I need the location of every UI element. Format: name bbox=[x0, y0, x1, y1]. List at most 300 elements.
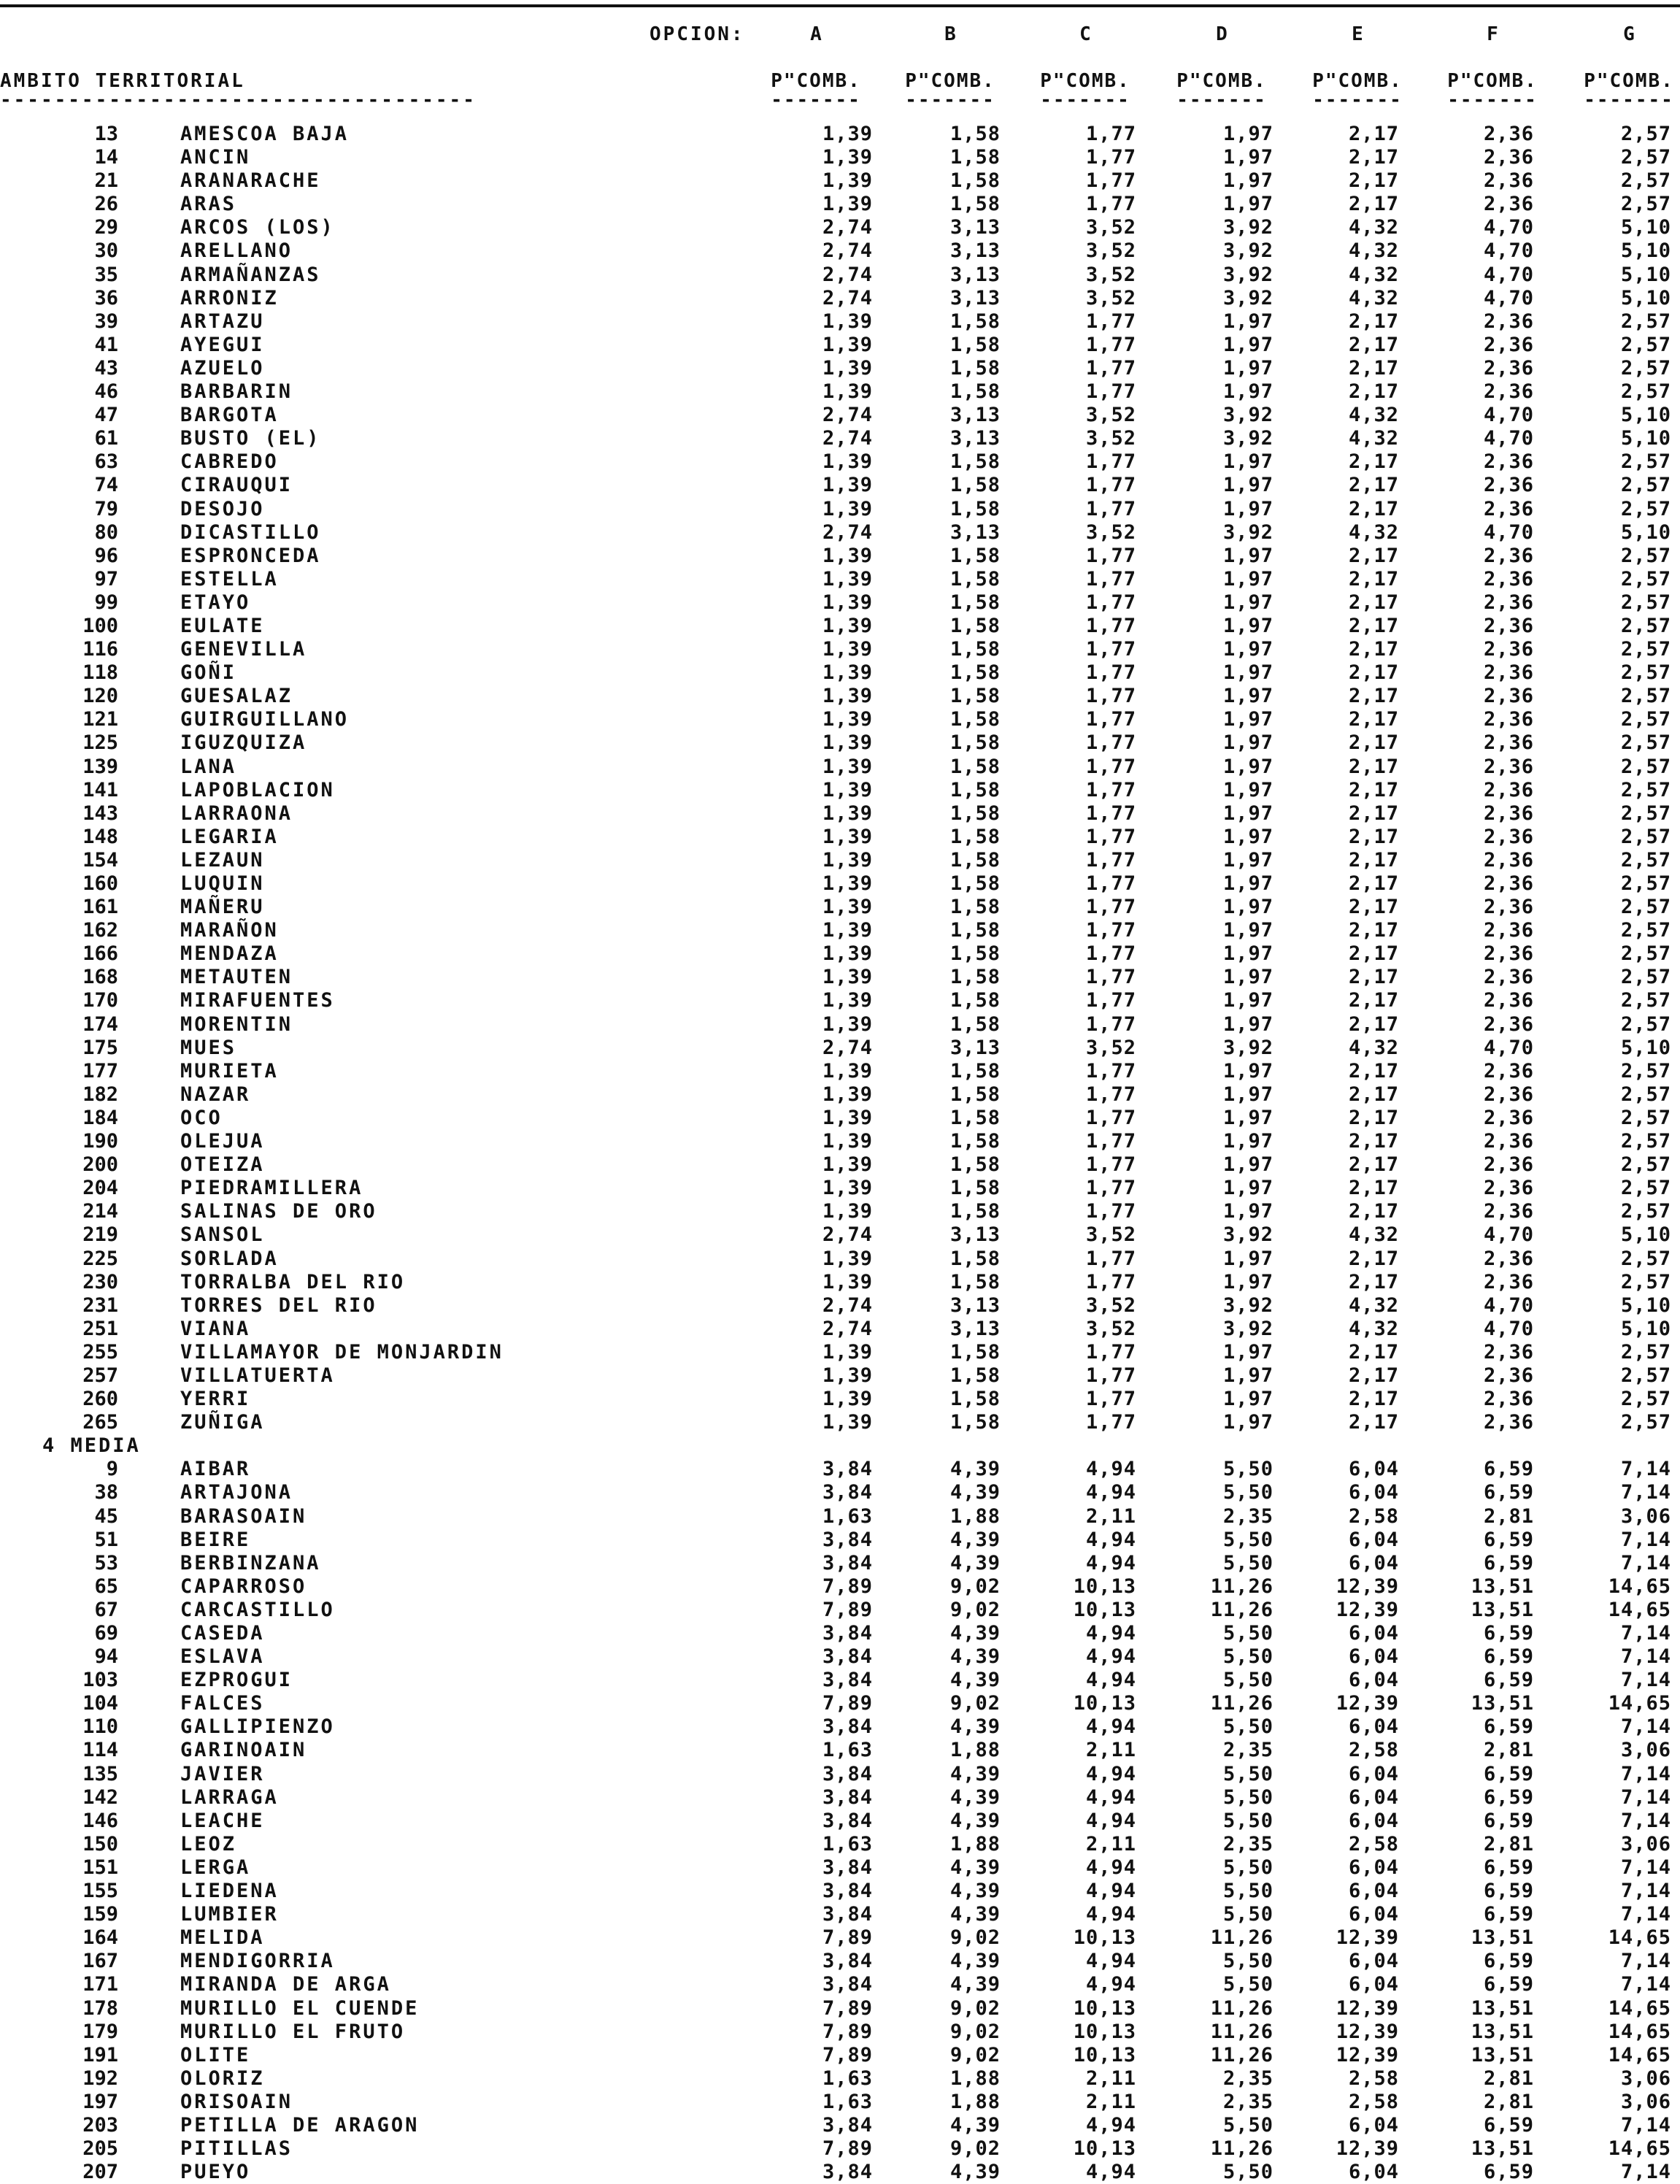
column-underline-g: ------- bbox=[1584, 89, 1674, 111]
table-row bbox=[0, 896, 1680, 919]
value-option-g: 2,57 bbox=[1620, 1340, 1671, 1364]
value-option-d: 5,50 bbox=[1222, 1528, 1274, 1551]
municipality-name: ARAS bbox=[180, 193, 237, 216]
value-option-a: 1,39 bbox=[822, 661, 873, 685]
group-row bbox=[0, 1434, 1680, 1458]
value-option-a: 1,39 bbox=[822, 146, 873, 169]
value-option-b: 1,58 bbox=[949, 614, 1001, 637]
value-option-c: 1,77 bbox=[1085, 778, 1136, 801]
value-option-b: 1,58 bbox=[949, 1388, 1001, 1411]
value-option-g: 2,57 bbox=[1620, 356, 1671, 380]
municipality-code: 61 bbox=[94, 427, 118, 450]
municipality-name: AZUELO bbox=[180, 356, 265, 380]
value-option-g: 2,57 bbox=[1620, 801, 1671, 825]
municipality-name: SALINAS DE ORO bbox=[180, 1200, 377, 1223]
municipality-name: ARMAÑANZAS bbox=[180, 263, 321, 286]
municipality-name: PIEDRAMILLERA bbox=[180, 1177, 363, 1200]
table-row bbox=[0, 2044, 1680, 2067]
municipality-name: IGUZQUIZA bbox=[180, 731, 307, 755]
value-option-a: 1,39 bbox=[822, 544, 873, 567]
municipality-code: 118 bbox=[82, 661, 118, 685]
municipality-name: BEIRE bbox=[180, 1528, 251, 1551]
value-option-a: 1,39 bbox=[822, 685, 873, 708]
table-row bbox=[0, 1763, 1680, 1786]
table-row bbox=[0, 638, 1680, 661]
value-option-b: 1,58 bbox=[949, 1012, 1001, 1036]
value-option-e: 2,58 bbox=[1348, 2090, 1399, 2113]
value-option-g: 2,57 bbox=[1620, 896, 1671, 919]
value-option-c: 1,77 bbox=[1085, 567, 1136, 591]
value-option-e: 6,04 bbox=[1348, 1856, 1399, 1879]
value-option-g: 2,57 bbox=[1620, 1270, 1671, 1293]
value-option-d: 1,97 bbox=[1222, 1200, 1274, 1223]
table-row bbox=[0, 1247, 1680, 1271]
value-option-d: 1,97 bbox=[1222, 1130, 1274, 1153]
value-option-c: 1,77 bbox=[1085, 708, 1136, 731]
value-option-d: 11,26 bbox=[1210, 2137, 1274, 2161]
value-option-b: 1,58 bbox=[949, 356, 1001, 380]
value-option-b: 1,58 bbox=[949, 1270, 1001, 1293]
value-option-g: 2,57 bbox=[1620, 919, 1671, 942]
value-option-c: 2,11 bbox=[1085, 1739, 1136, 1762]
value-option-f: 6,59 bbox=[1483, 1528, 1534, 1551]
municipality-name: MENDAZA bbox=[180, 942, 279, 966]
municipality-name: DESOJO bbox=[180, 497, 265, 520]
municipality-code: 225 bbox=[82, 1247, 118, 1270]
value-option-f: 6,59 bbox=[1483, 1551, 1534, 1574]
value-option-c: 1,77 bbox=[1085, 801, 1136, 825]
value-option-f: 13,51 bbox=[1471, 1692, 1534, 1715]
value-option-f: 4,70 bbox=[1483, 404, 1534, 427]
value-option-f: 2,81 bbox=[1483, 1739, 1534, 1762]
municipality-name: AIBAR bbox=[180, 1458, 251, 1481]
value-option-c: 4,94 bbox=[1085, 1903, 1136, 1926]
value-option-d: 5,50 bbox=[1222, 1903, 1274, 1926]
value-option-b: 3,13 bbox=[949, 1223, 1001, 1247]
table-row bbox=[0, 1318, 1680, 1341]
value-option-e: 6,04 bbox=[1348, 1645, 1399, 1669]
value-option-e: 2,17 bbox=[1348, 1411, 1399, 1434]
value-option-b: 3,13 bbox=[949, 286, 1001, 309]
value-option-b: 1,88 bbox=[949, 2066, 1001, 2090]
value-option-d: 1,97 bbox=[1222, 801, 1274, 825]
column-underline-d: ------- bbox=[1176, 89, 1267, 111]
municipality-name: PUEYO bbox=[180, 2161, 251, 2184]
municipality-code: 167 bbox=[82, 1950, 118, 1973]
municipality-name: OLORIZ bbox=[180, 2066, 265, 2090]
municipality-name: ARTAJONA bbox=[180, 1481, 293, 1504]
value-option-d: 5,50 bbox=[1222, 1669, 1274, 1692]
value-option-c: 10,13 bbox=[1073, 2043, 1136, 2066]
value-option-f: 2,36 bbox=[1483, 755, 1534, 778]
municipality-code: 205 bbox=[82, 2137, 118, 2161]
municipality-code: 255 bbox=[82, 1340, 118, 1364]
value-option-f: 2,36 bbox=[1483, 1153, 1534, 1177]
value-option-c: 10,13 bbox=[1073, 2137, 1136, 2161]
municipality-name: VILLATUERTA bbox=[180, 1364, 335, 1387]
option-letter-f: F bbox=[1487, 23, 1498, 45]
value-option-g: 2,57 bbox=[1620, 778, 1671, 801]
municipality-code: 154 bbox=[82, 848, 118, 872]
municipality-name: MURILLO EL CUENDE bbox=[180, 1996, 420, 2020]
table-row bbox=[0, 1833, 1680, 1856]
value-option-a: 3,84 bbox=[822, 1551, 873, 1574]
table-row bbox=[0, 1880, 1680, 1903]
value-option-f: 6,59 bbox=[1483, 1458, 1534, 1481]
table-row bbox=[0, 966, 1680, 989]
municipality-name: LUMBIER bbox=[180, 1903, 279, 1926]
value-option-e: 2,17 bbox=[1348, 497, 1399, 520]
municipality-code: 79 bbox=[94, 497, 118, 520]
value-option-e: 2,17 bbox=[1348, 1059, 1399, 1083]
value-option-d: 3,92 bbox=[1222, 1317, 1274, 1340]
municipality-name: ARCOS (LOS) bbox=[180, 216, 335, 239]
value-option-b: 1,58 bbox=[949, 380, 1001, 404]
table-row bbox=[0, 755, 1680, 779]
data-table bbox=[0, 123, 1680, 2184]
value-option-b: 1,58 bbox=[949, 731, 1001, 755]
value-option-e: 12,39 bbox=[1336, 2020, 1399, 2043]
value-option-c: 3,52 bbox=[1085, 1223, 1136, 1247]
value-option-a: 7,89 bbox=[822, 2137, 873, 2161]
municipality-code: 191 bbox=[82, 2043, 118, 2066]
table-row bbox=[0, 2137, 1680, 2161]
value-option-g: 2,57 bbox=[1620, 146, 1671, 169]
value-option-d: 11,26 bbox=[1210, 1996, 1274, 2020]
value-option-c: 1,77 bbox=[1085, 1130, 1136, 1153]
value-option-f: 2,36 bbox=[1483, 942, 1534, 966]
table-row bbox=[0, 1786, 1680, 1810]
value-option-f: 6,59 bbox=[1483, 1669, 1534, 1692]
value-option-g: 2,57 bbox=[1620, 1106, 1671, 1129]
table-row bbox=[0, 1294, 1680, 1318]
value-option-a: 1,39 bbox=[822, 497, 873, 520]
municipality-code: 9 bbox=[106, 1458, 118, 1481]
value-option-g: 2,57 bbox=[1620, 755, 1671, 778]
value-option-b: 1,58 bbox=[949, 474, 1001, 497]
value-option-f: 2,36 bbox=[1483, 474, 1534, 497]
municipality-code: 190 bbox=[82, 1130, 118, 1153]
value-option-g: 14,65 bbox=[1608, 1692, 1671, 1715]
value-option-f: 4,70 bbox=[1483, 1223, 1534, 1247]
municipality-code: 166 bbox=[82, 942, 118, 966]
table-row bbox=[0, 1200, 1680, 1223]
value-option-c: 1,77 bbox=[1085, 146, 1136, 169]
value-option-e: 6,04 bbox=[1348, 1669, 1399, 1692]
municipality-name: FALCES bbox=[180, 1692, 265, 1715]
value-option-a: 3,84 bbox=[822, 1458, 873, 1481]
value-option-c: 3,52 bbox=[1085, 286, 1136, 309]
municipality-code: 26 bbox=[94, 193, 118, 216]
municipality-name: MORENTIN bbox=[180, 1012, 293, 1036]
value-option-f: 2,36 bbox=[1483, 1106, 1534, 1129]
table-row bbox=[0, 568, 1680, 591]
value-option-a: 1,63 bbox=[822, 2066, 873, 2090]
municipality-code: 35 bbox=[94, 263, 118, 286]
municipality-name: LAPOBLACION bbox=[180, 778, 335, 801]
municipality-name: JAVIER bbox=[180, 1762, 265, 1785]
municipality-name: MUES bbox=[180, 1036, 237, 1059]
municipality-name: NAZAR bbox=[180, 1083, 251, 1106]
value-option-f: 2,36 bbox=[1483, 450, 1534, 474]
value-option-e: 2,58 bbox=[1348, 1832, 1399, 1856]
table-row bbox=[0, 450, 1680, 474]
value-option-c: 1,77 bbox=[1085, 848, 1136, 872]
municipality-code: 139 bbox=[82, 755, 118, 778]
value-option-f: 13,51 bbox=[1471, 1926, 1534, 1950]
table-row bbox=[0, 1810, 1680, 1833]
value-option-d: 11,26 bbox=[1210, 1574, 1274, 1598]
value-option-g: 2,57 bbox=[1620, 1364, 1671, 1387]
municipality-code: 46 bbox=[94, 380, 118, 404]
municipality-name: LANA bbox=[180, 755, 237, 778]
value-option-e: 2,17 bbox=[1348, 591, 1399, 614]
municipality-name: MARAÑON bbox=[180, 919, 279, 942]
value-option-b: 1,58 bbox=[949, 661, 1001, 685]
value-option-d: 11,26 bbox=[1210, 1598, 1274, 1621]
value-option-f: 6,59 bbox=[1483, 1856, 1534, 1879]
value-option-a: 2,74 bbox=[822, 1293, 873, 1317]
value-option-d: 3,92 bbox=[1222, 1036, 1274, 1059]
value-option-f: 2,36 bbox=[1483, 1340, 1534, 1364]
value-option-d: 1,97 bbox=[1222, 755, 1274, 778]
value-option-g: 2,57 bbox=[1620, 614, 1671, 637]
value-option-f: 2,36 bbox=[1483, 685, 1534, 708]
value-option-b: 4,39 bbox=[949, 1856, 1001, 1879]
value-option-b: 1,58 bbox=[949, 1247, 1001, 1270]
value-option-b: 1,58 bbox=[949, 825, 1001, 848]
municipality-name: CAPARROSO bbox=[180, 1574, 307, 1598]
value-option-c: 4,94 bbox=[1085, 1528, 1136, 1551]
value-option-e: 2,17 bbox=[1348, 1388, 1399, 1411]
value-option-e: 2,17 bbox=[1348, 169, 1399, 193]
municipality-code: 97 bbox=[94, 567, 118, 591]
value-option-d: 1,97 bbox=[1222, 1012, 1274, 1036]
value-option-g: 3,06 bbox=[1620, 1504, 1671, 1528]
municipality-code: 197 bbox=[82, 2090, 118, 2113]
table-row bbox=[0, 1364, 1680, 1388]
value-option-g: 7,14 bbox=[1620, 1785, 1671, 1809]
opcion-label: OPCION: bbox=[650, 23, 745, 45]
value-option-e: 2,17 bbox=[1348, 1106, 1399, 1129]
value-option-g: 5,10 bbox=[1620, 263, 1671, 286]
value-option-e: 2,17 bbox=[1348, 872, 1399, 895]
value-option-g: 2,57 bbox=[1620, 169, 1671, 193]
value-option-b: 3,13 bbox=[949, 427, 1001, 450]
value-option-f: 2,36 bbox=[1483, 919, 1534, 942]
value-option-d: 3,92 bbox=[1222, 263, 1274, 286]
value-option-c: 1,77 bbox=[1085, 591, 1136, 614]
value-option-c: 1,77 bbox=[1085, 942, 1136, 966]
value-option-b: 1,58 bbox=[949, 872, 1001, 895]
value-option-g: 14,65 bbox=[1608, 2043, 1671, 2066]
value-option-g: 7,14 bbox=[1620, 1762, 1671, 1785]
municipality-name: MURIETA bbox=[180, 1059, 279, 1083]
value-option-f: 6,59 bbox=[1483, 1785, 1534, 1809]
value-option-e: 6,04 bbox=[1348, 1903, 1399, 1926]
table-row bbox=[0, 498, 1680, 521]
value-option-b: 1,88 bbox=[949, 1832, 1001, 1856]
value-option-b: 9,02 bbox=[949, 1692, 1001, 1715]
table-row bbox=[0, 1388, 1680, 1411]
value-option-f: 13,51 bbox=[1471, 2043, 1534, 2066]
municipality-name: METAUTEN bbox=[180, 966, 293, 989]
municipality-name: GENEVILLA bbox=[180, 638, 307, 661]
value-option-g: 3,06 bbox=[1620, 1739, 1671, 1762]
municipality-name: BARBARIN bbox=[180, 380, 293, 404]
value-option-e: 2,17 bbox=[1348, 989, 1399, 1012]
table-row bbox=[0, 521, 1680, 545]
value-option-d: 5,50 bbox=[1222, 1880, 1274, 1903]
value-option-d: 5,50 bbox=[1222, 1809, 1274, 1832]
value-option-f: 2,36 bbox=[1483, 146, 1534, 169]
value-option-f: 6,59 bbox=[1483, 2113, 1534, 2137]
value-option-g: 7,14 bbox=[1620, 1669, 1671, 1692]
value-option-g: 2,57 bbox=[1620, 1059, 1671, 1083]
municipality-code: 175 bbox=[82, 1036, 118, 1059]
value-option-g: 2,57 bbox=[1620, 848, 1671, 872]
table-row bbox=[0, 1130, 1680, 1153]
value-option-b: 1,58 bbox=[949, 1130, 1001, 1153]
municipality-code: 146 bbox=[82, 1809, 118, 1832]
municipality-name: GOÑI bbox=[180, 661, 237, 685]
municipality-code: 184 bbox=[82, 1106, 118, 1129]
value-option-d: 1,97 bbox=[1222, 1177, 1274, 1200]
value-option-e: 6,04 bbox=[1348, 2113, 1399, 2137]
value-option-a: 1,39 bbox=[822, 989, 873, 1012]
value-option-g: 2,57 bbox=[1620, 1411, 1671, 1434]
value-option-f: 4,70 bbox=[1483, 427, 1534, 450]
value-option-c: 10,13 bbox=[1073, 2020, 1136, 2043]
table-row bbox=[0, 310, 1680, 334]
municipality-code: 214 bbox=[82, 1200, 118, 1223]
value-option-a: 1,39 bbox=[822, 872, 873, 895]
value-option-f: 4,70 bbox=[1483, 1036, 1534, 1059]
table-row bbox=[0, 1950, 1680, 1973]
municipality-code: 230 bbox=[82, 1270, 118, 1293]
value-option-a: 1,39 bbox=[822, 638, 873, 661]
municipality-code: 251 bbox=[82, 1317, 118, 1340]
table-row bbox=[0, 169, 1680, 193]
value-option-d: 3,92 bbox=[1222, 404, 1274, 427]
municipality-code: 135 bbox=[82, 1762, 118, 1785]
value-option-f: 6,59 bbox=[1483, 1645, 1534, 1669]
value-option-d: 1,97 bbox=[1222, 708, 1274, 731]
value-option-c: 2,11 bbox=[1085, 2066, 1136, 2090]
value-option-a: 1,39 bbox=[822, 1177, 873, 1200]
value-option-f: 13,51 bbox=[1471, 1574, 1534, 1598]
value-option-b: 3,13 bbox=[949, 239, 1001, 263]
municipality-name: GALLIPIENZO bbox=[180, 1715, 335, 1739]
value-option-c: 4,94 bbox=[1085, 1856, 1136, 1879]
value-option-f: 2,36 bbox=[1483, 497, 1534, 520]
value-option-c: 4,94 bbox=[1085, 1762, 1136, 1785]
table-row bbox=[0, 1341, 1680, 1364]
value-option-d: 5,50 bbox=[1222, 1645, 1274, 1669]
value-option-b: 1,58 bbox=[949, 1059, 1001, 1083]
municipality-code: 13 bbox=[94, 123, 118, 145]
municipality-code: 96 bbox=[94, 544, 118, 567]
value-option-c: 4,94 bbox=[1085, 1669, 1136, 1692]
value-option-a: 1,39 bbox=[822, 1083, 873, 1106]
value-option-g: 2,57 bbox=[1620, 731, 1671, 755]
table-row bbox=[0, 849, 1680, 872]
value-option-c: 3,52 bbox=[1085, 1317, 1136, 1340]
value-option-g: 2,57 bbox=[1620, 567, 1671, 591]
value-option-a: 7,89 bbox=[822, 1996, 873, 2020]
value-option-e: 2,17 bbox=[1348, 1364, 1399, 1387]
value-option-b: 9,02 bbox=[949, 2137, 1001, 2161]
municipality-name: ZUÑIGA bbox=[180, 1411, 265, 1434]
table-row bbox=[0, 334, 1680, 357]
value-option-b: 4,39 bbox=[949, 1458, 1001, 1481]
municipality-code: 150 bbox=[82, 1832, 118, 1856]
value-option-b: 1,58 bbox=[949, 169, 1001, 193]
table-row bbox=[0, 708, 1680, 731]
municipality-name: PITILLAS bbox=[180, 2137, 293, 2161]
value-option-e: 2,17 bbox=[1348, 638, 1399, 661]
municipality-name: MENDIGORRIA bbox=[180, 1950, 335, 1973]
municipality-name: OCO bbox=[180, 1106, 223, 1129]
value-option-a: 3,84 bbox=[822, 1903, 873, 1926]
municipality-name: ETAYO bbox=[180, 591, 251, 614]
value-option-g: 5,10 bbox=[1620, 239, 1671, 263]
municipality-code: 41 bbox=[94, 333, 118, 356]
municipality-code: 45 bbox=[94, 1504, 118, 1528]
value-option-f: 4,70 bbox=[1483, 263, 1534, 286]
value-option-g: 14,65 bbox=[1608, 1598, 1671, 1621]
value-option-g: 2,57 bbox=[1620, 685, 1671, 708]
table-row bbox=[0, 1903, 1680, 1926]
value-option-c: 1,77 bbox=[1085, 755, 1136, 778]
value-option-e: 2,17 bbox=[1348, 1270, 1399, 1293]
value-option-b: 4,39 bbox=[949, 2113, 1001, 2137]
value-option-b: 9,02 bbox=[949, 1996, 1001, 2020]
value-option-c: 1,77 bbox=[1085, 1411, 1136, 1434]
value-option-c: 1,77 bbox=[1085, 1106, 1136, 1129]
value-option-e: 2,17 bbox=[1348, 848, 1399, 872]
value-option-g: 5,10 bbox=[1620, 286, 1671, 309]
value-option-e: 2,17 bbox=[1348, 1012, 1399, 1036]
value-option-c: 3,52 bbox=[1085, 1293, 1136, 1317]
value-option-b: 1,58 bbox=[949, 685, 1001, 708]
value-option-e: 2,17 bbox=[1348, 1200, 1399, 1223]
municipality-code: 164 bbox=[82, 1926, 118, 1950]
value-option-a: 1,39 bbox=[822, 1012, 873, 1036]
table-row bbox=[0, 872, 1680, 896]
value-option-b: 4,39 bbox=[949, 1481, 1001, 1504]
table-row bbox=[0, 1060, 1680, 1083]
table-row bbox=[0, 989, 1680, 1012]
value-option-a: 7,89 bbox=[822, 2043, 873, 2066]
value-option-f: 6,59 bbox=[1483, 2161, 1534, 2184]
value-option-d: 1,97 bbox=[1222, 567, 1274, 591]
value-option-g: 2,57 bbox=[1620, 123, 1671, 145]
value-option-e: 6,04 bbox=[1348, 1551, 1399, 1574]
table-row bbox=[0, 146, 1680, 169]
municipality-name: OLEJUA bbox=[180, 1130, 265, 1153]
value-option-b: 3,13 bbox=[949, 1293, 1001, 1317]
value-option-g: 7,14 bbox=[1620, 1481, 1671, 1504]
value-option-f: 6,59 bbox=[1483, 1762, 1534, 1785]
value-option-e: 2,17 bbox=[1348, 1177, 1399, 1200]
value-option-e: 6,04 bbox=[1348, 1950, 1399, 1973]
value-option-f: 13,51 bbox=[1471, 2020, 1534, 2043]
municipality-name: GARINOAIN bbox=[180, 1739, 307, 1762]
value-option-f: 2,36 bbox=[1483, 193, 1534, 216]
value-option-a: 1,39 bbox=[822, 801, 873, 825]
value-option-g: 2,57 bbox=[1620, 309, 1671, 333]
